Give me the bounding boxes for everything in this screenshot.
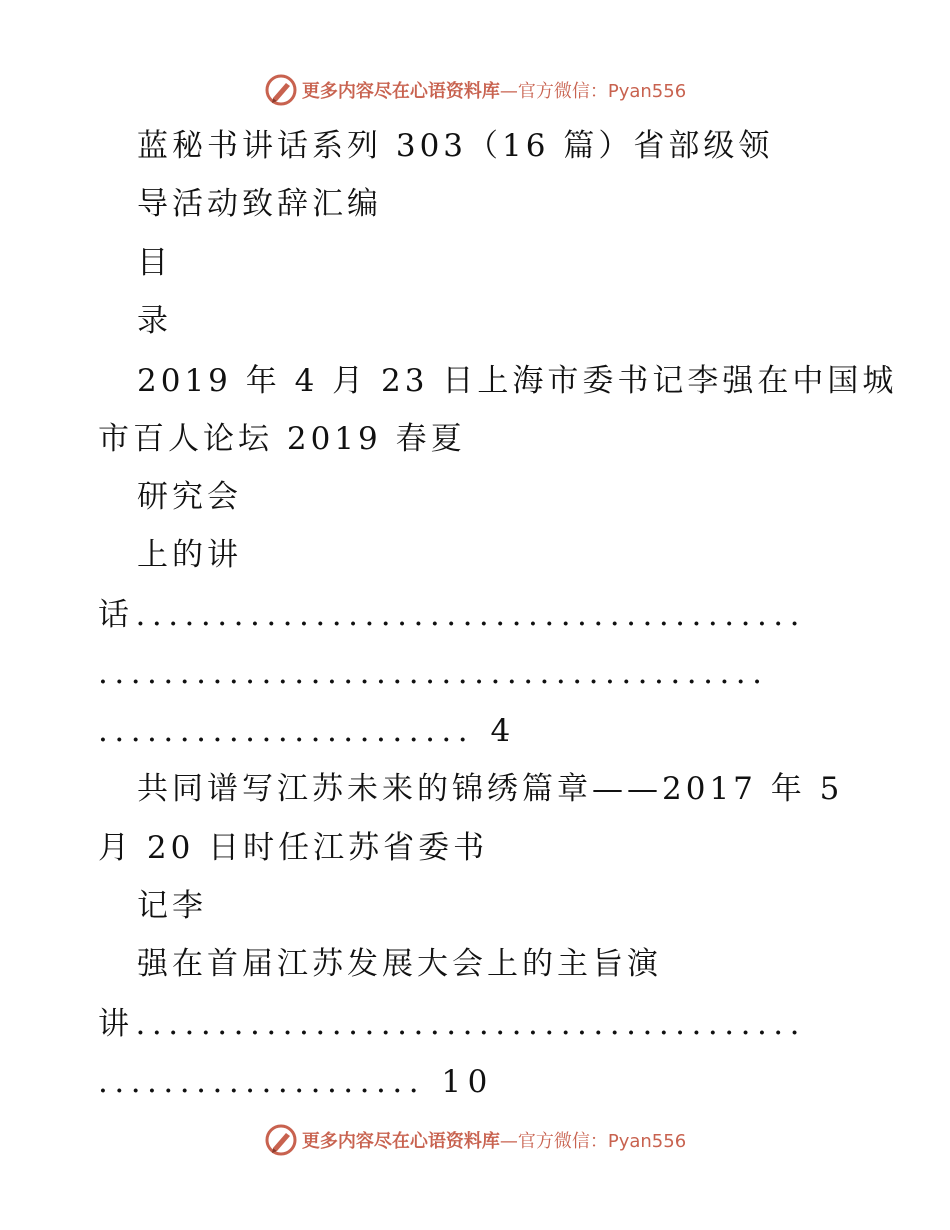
watermark-contact-id: Pyan556: [607, 1131, 687, 1152]
toc-entry-1-line-1: 2019 年 4 月 23 日上海市委书记李强在中国城: [137, 363, 898, 399]
header-watermark: [0, 70, 950, 110]
toc-entry-1-line-4: 上的讲: [137, 537, 242, 573]
toc-heading-1: 目: [137, 245, 172, 281]
toc-entry-2-line-2: 月 20 日时任江苏省委书: [98, 830, 489, 866]
watermark-separator: —: [499, 81, 518, 102]
pen-logo-icon: [264, 73, 298, 107]
footer-watermark: [0, 1120, 950, 1160]
toc-heading-2: 录: [137, 303, 172, 339]
watermark-text: [302, 77, 686, 103]
toc-entry-2-page-number: .................... 10: [98, 1064, 494, 1100]
watermark-separator: —: [499, 1131, 518, 1152]
toc-entry-1-leader-2: .........................................: [98, 655, 769, 691]
toc-entry-2-line-1: 共同谱写江苏未来的锦绣篇章——2017 年 5: [137, 771, 844, 807]
doc-title-line-2: 导活动致辞汇编: [137, 186, 382, 222]
toc-entry-1-page-number: ....................... 4: [98, 713, 517, 749]
toc-entry-2-leader-1: 讲.........................................: [98, 1006, 807, 1042]
watermark-contact-id: Pyan556: [607, 81, 687, 102]
watermark-text: [302, 1127, 686, 1153]
toc-entry-2-line-3: 记李: [137, 888, 207, 924]
watermark-contact-label: 官方微信：: [517, 1131, 608, 1152]
toc-entry-2-line-4: 强在首届江苏发展大会上的主旨演: [137, 946, 662, 982]
pen-logo-icon: [264, 1123, 298, 1157]
watermark-brand: 更多内容尽在心语资料库: [301, 81, 500, 102]
doc-title-line-1: 蓝秘书讲话系列 303（16 篇）省部级领: [137, 128, 774, 164]
watermark-brand: 更多内容尽在心语资料库: [301, 1131, 500, 1152]
watermark-contact-label: 官方微信：: [517, 81, 608, 102]
toc-entry-1-leader-1: 话.........................................: [98, 597, 807, 633]
toc-entry-1-line-2: 市百人论坛 2019 春夏: [98, 421, 466, 457]
toc-entry-1-line-3: 研究会: [137, 479, 242, 515]
